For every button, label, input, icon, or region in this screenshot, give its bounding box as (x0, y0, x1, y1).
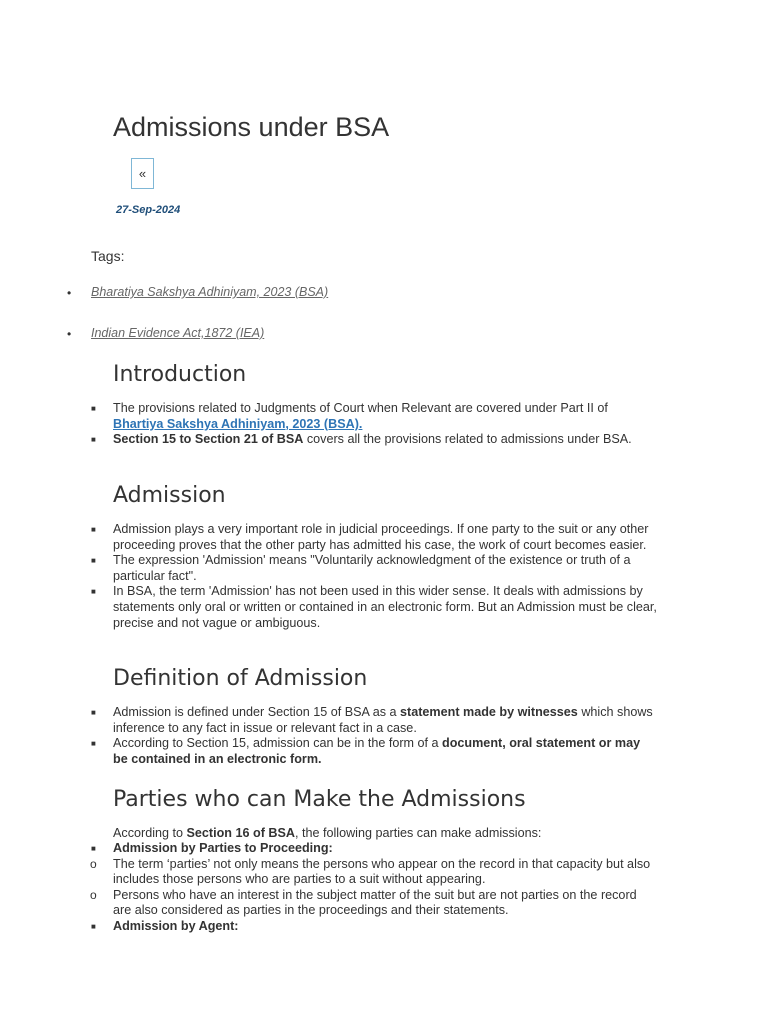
introduction-list (91, 401, 658, 448)
admission-heading: Admission (113, 483, 226, 508)
list-item: ■ Section 15 to Section 21 of BSA covers all the provisions related to admissions under BSA. (91, 432, 632, 447)
bsa-link[interactable]: Bhartiya Sakshya Adhiniyam, 2023 (BSA). (113, 416, 363, 431)
list-item: ■ The expression 'Admission' means "Voluntarily acknowledgment of the existence or truth of a particular fact". (91, 553, 631, 583)
admission-list (91, 522, 658, 631)
list-item: ■ Admission by Parties to Proceeding: (91, 841, 333, 855)
list-item: ■ In BSA, the term 'Admission' has not been used in this wider sense. It deals with admissions by statements only oral or written or contained in an electronic form. But an Admission must be clear, precise and not vague or ambiguous. (91, 584, 657, 630)
tag-link-iea[interactable]: Indian Evidence Act,1872 (IEA) (91, 326, 265, 340)
definition-list (91, 705, 658, 767)
sub-list-item: o The term ‘parties’ not only means the persons who appear on the record in that capacity but also includes those persons who are parties to a suit without appearing. (90, 856, 651, 887)
tags-label: Tags: (91, 248, 125, 264)
sub-list-item: o Persons who have an interest in the subject matter of the suit but are not parties on the record are also considered as parties in the proceedings and their statements. (90, 887, 637, 918)
list-item: ■ Admission is defined under Section 15 of BSA as a statement made by witnesses which shows inference to any fact in issue or relevant fact in a case. (91, 705, 653, 735)
tag-bullet: • (67, 286, 72, 300)
tag-link-bsa[interactable]: Bharatiya Sakshya Adhiniyam, 2023 (BSA) (91, 285, 329, 299)
publish-date: 27-Sep-2024 (116, 204, 181, 216)
definition-heading: Definition of Admission (113, 666, 368, 691)
list-item: ■ According to Section 15, admission can be in the form of a document, oral statement or may be contained in an electronic form. (91, 736, 641, 766)
parties-list (90, 841, 658, 935)
back-button[interactable]: « (131, 158, 154, 189)
parties-intro: According to Section 16 of BSA, the following parties can make admissions: (113, 826, 542, 840)
list-item: ■ The provisions related to Judgments of Court when Relevant are covered under Part II of Bhartiya Sakshya Adhiniyam, 2023 (BSA). (91, 401, 608, 431)
list-item: ■ Admission by Agent: (91, 918, 239, 933)
page-title: Admissions under BSA (113, 112, 390, 142)
tag-bullet: • (67, 327, 72, 341)
list-item: ■ Admission plays a very important role in judicial proceedings. If one party to the suit or any other proceeding proves that the other party has admitted his case, the work of court becomes easier. (91, 522, 649, 552)
introduction-heading: Introduction (113, 362, 247, 387)
parties-heading: Parties who can Make the Admissions (113, 787, 526, 812)
